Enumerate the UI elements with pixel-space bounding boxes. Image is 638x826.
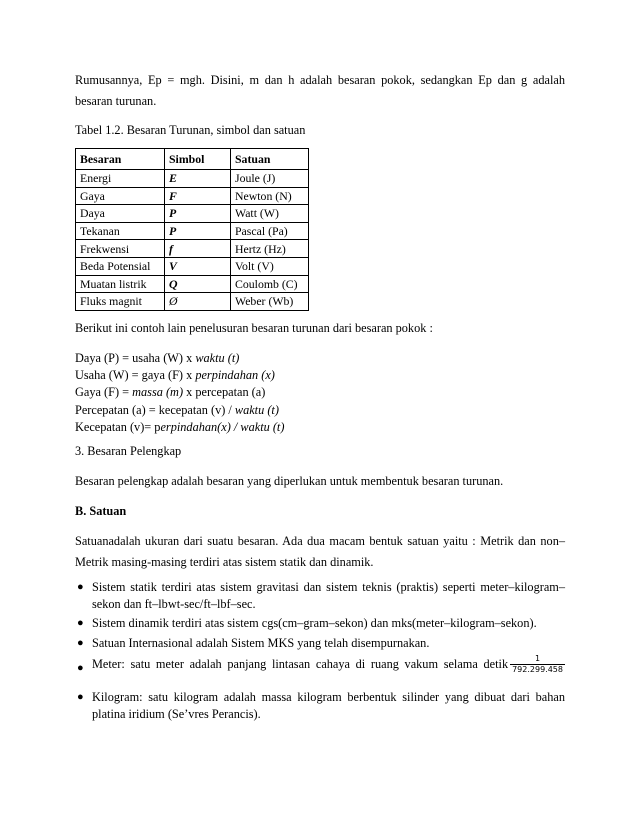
section-b-title: B. Satuan [75,504,127,518]
example-line: Gaya (F) = massa (m) x percepatan (a) [75,385,266,400]
bullet-icon: ● [77,662,84,674]
cell-satuan: Volt (V) [231,257,309,275]
table-row [76,293,309,311]
header-satuan: Satuan [231,149,309,170]
cell-besaran: Beda Potensial [76,257,165,275]
derived-quantities-table [75,148,309,311]
cell-simbol: F [165,187,231,205]
intro-line-2: besaran turunan. [75,94,157,108]
examples-list [75,350,565,436]
list-item: ● Satuan Internasional adalah Sistem MKS yang telah disempurnakan. [77,635,430,650]
list-item: ● Meter: satu meter adalah panjang lintasan cahaya di ruang vakum selama detik $\frac{1}{792.299.458}$ [75,654,565,675]
intro-line-1: Rumusannya, Ep = mgh. Disini, m dan h adalah besaran pokok, sedangkan Ep dan g adalah [75,73,565,87]
example-line: Usaha (W) = gaya (F) x perpindahan (x) [75,368,275,383]
fraction: $\frac{1}{792.299.458}$ [512,654,563,674]
table-row [76,170,309,188]
cell-satuan: Hertz (Hz) [231,240,309,258]
cell-besaran: Gaya [76,187,165,205]
cell-simbol: P [165,205,231,223]
bullet-icon: ● [77,581,84,593]
table-row [76,222,309,240]
table-row [76,240,309,258]
cell-satuan: Watt (W) [231,205,309,223]
cell-simbol: E [165,170,231,188]
cell-satuan: Pascal (Pa) [231,222,309,240]
list-item: ● Sistem statik terdiri atas sistem gravitasi dan sistem teknis (praktis) seperti meter–kilogram– sekon dan ft–lbwt-sec/ft–lbf–sec. [77,580,565,611]
table-row [76,205,309,223]
cell-simbol: Q [165,275,231,293]
section-b-line-2: Metrik masing-masing terdiri atas sistem statik dan dinamik. [75,555,374,569]
cell-simbol: V [165,257,231,275]
cell-simbol: Ø [165,293,231,311]
cell-besaran: Daya [76,205,165,223]
bullet-list [75,579,565,722]
header-simbol: Simbol [165,149,231,170]
cell-besaran: Tekanan [76,222,165,240]
cell-satuan: Coulomb (C) [231,275,309,293]
cell-satuan: Weber (Wb) [231,293,309,311]
header-besaran: Besaran [76,149,165,170]
bullet-icon: ● [77,617,84,629]
bullet-icon: ● [77,636,84,649]
cell-besaran: Energi [76,170,165,188]
example-line: Percepatan (a) = kecepatan (v) / waktu (t) [75,402,279,417]
table-row [76,257,309,275]
section-3-title: 3. Besaran Pelengkap [75,444,182,458]
cell-besaran: Fluks magnit [76,293,165,311]
cell-satuan: Newton (N) [231,187,309,205]
examples-intro: Berikut ini contoh lain penelusuran besaran turunan dari besaran pokok : [75,321,433,335]
section-3-text: Besaran pelengkap adalah besaran yang diperlukan untuk membentuk besaran turunan. [75,474,504,488]
table-header-row [76,149,309,170]
table-caption: Tabel 1.2. Besaran Turunan, simbol dan satuan [75,123,306,137]
cell-satuan: Joule (J) [231,170,309,188]
example-line: Kecepatan (v)= perpindahan(x) / waktu (t) [75,419,285,434]
table-row [76,275,309,293]
bullet-icon: ● [77,691,84,703]
list-item: ● Sistem dinamik terdiri atas sistem cgs(cm–gram–sekon) dan mks(meter–kilogram–sekon). [77,616,537,630]
cell-besaran: Muatan listrik [76,275,165,293]
cell-simbol: P [165,222,231,240]
section-b-line-1: Satuanadalah ukuran dari suatu besaran. Ada dua macam bentuk satuan yaitu : Metrik dan non– [75,534,565,548]
cell-simbol: f [165,240,231,258]
example-line: Daya (P) = usaha (W) x waktu (t) [75,351,240,365]
list-item: ● Kilogram: satu kilogram adalah massa kilogram berbentuk silinder yang dibuat dari bahan platina iridium (Se’vres Perancis). [77,690,565,721]
table-row [76,187,309,205]
cell-besaran: Frekwensi [76,240,165,258]
